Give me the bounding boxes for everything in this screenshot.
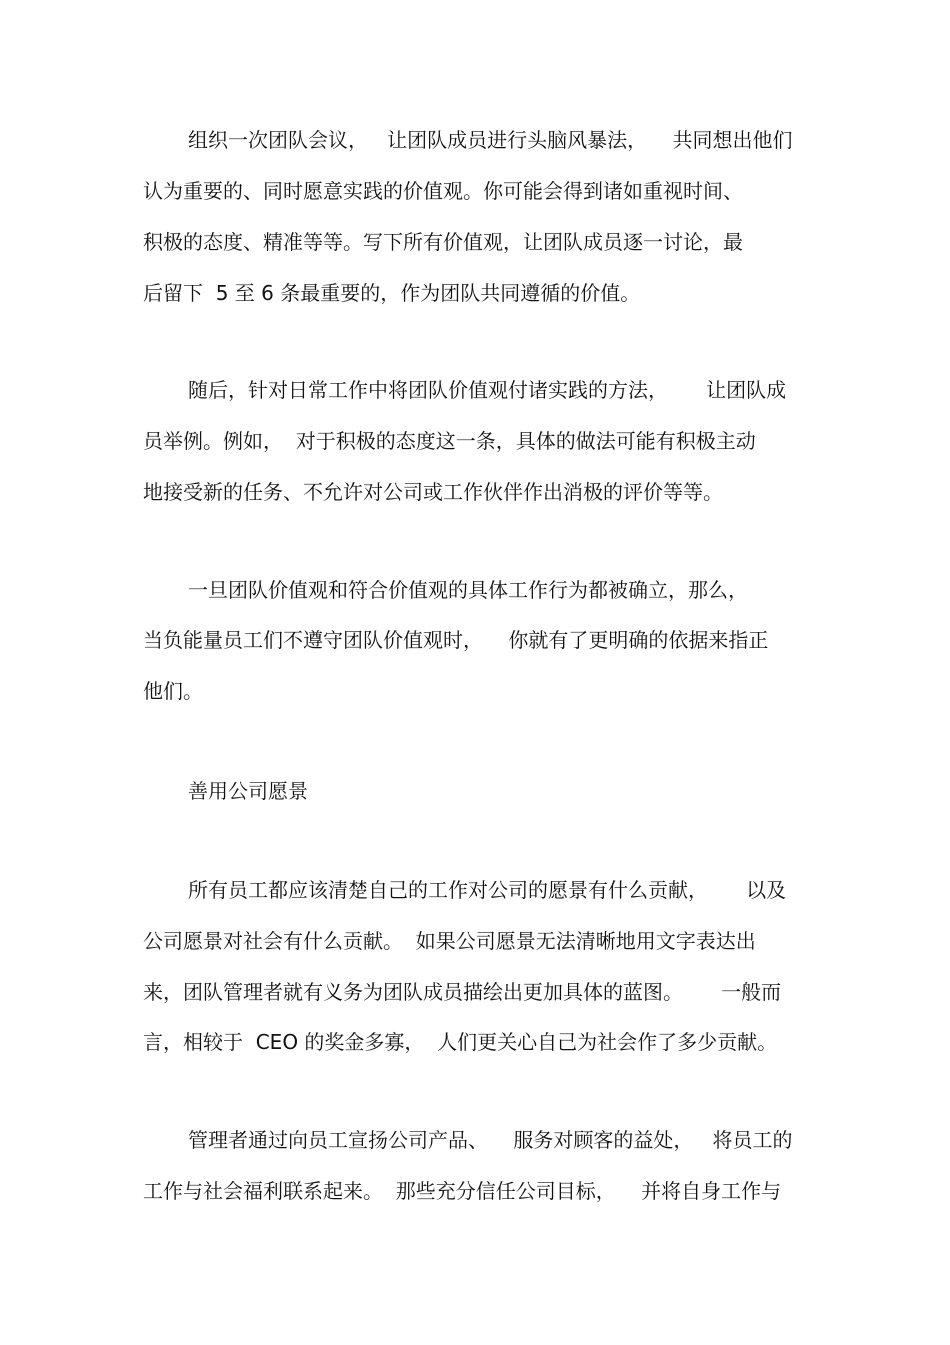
paragraph-3-line-1: 一旦团队价值观和符合价值观的具体工作行为都被确立，那么， [188, 578, 748, 602]
paragraph-5-line-2: 公司愿景对社会有什么贡献。 如果公司愿景无法清晰地用文字表达出 [143, 929, 756, 953]
paragraph-5-line-1: 所有员工都应该清楚自己的工作对公司的愿景有什么贡献， 以及 [188, 878, 787, 902]
paragraph-5-line-4: 言，相较于 CEO 的奖金多寡， 人们更关心自己为社会作了多少贡献。 [143, 1030, 778, 1054]
section-heading: 善用公司愿景 [188, 779, 308, 803]
paragraph-2-line-2: 员举例。例如， 对于积极的态度这一条，具体的做法可能有积极主动 [143, 429, 756, 453]
paragraph-3-line-3: 他们。 [143, 679, 203, 703]
paragraph-1-line-2: 认为重要的、同时愿意实践的价值观。你可能会得到诸如重视时间、 [143, 179, 743, 203]
paragraph-1-line-4: 后留下 5 至 6 条最重要的，作为团队共同遵循的价值。 [143, 281, 641, 305]
paragraph-6-line-2: 工作与社会福利联系起来。 那些充分信任公司目标， 并将自身工作与 [143, 1179, 782, 1203]
paragraph-2-line-1: 随后，针对日常工作中将团队价值观付诸实践的方法， 让团队成 [188, 378, 787, 402]
paragraph-3-line-2: 当负能量员工们不遵守团队价值观时， 你就有了更明确的依据来指正 [143, 628, 769, 652]
paragraph-1-line-3: 积极的态度、精准等等。写下所有价值观，让团队成员逐一讨论，最 [143, 230, 743, 254]
paragraph-2-line-3: 地接受新的任务、不允许对公司或工作伙伴作出消极的评价等等。 [143, 480, 723, 504]
paragraph-6-line-1: 管理者通过向员工宣扬公司产品、 服务对顾客的益处， 将员工的 [188, 1128, 793, 1152]
paragraph-5-line-3: 来，团队管理者就有义务为团队成员描绘出更加具体的蓝图。 一般而 [143, 980, 782, 1004]
paragraph-1-line-1: 组织一次团队会议， 让团队成员进行头脑风暴法， 共同想出他们 [188, 128, 793, 152]
